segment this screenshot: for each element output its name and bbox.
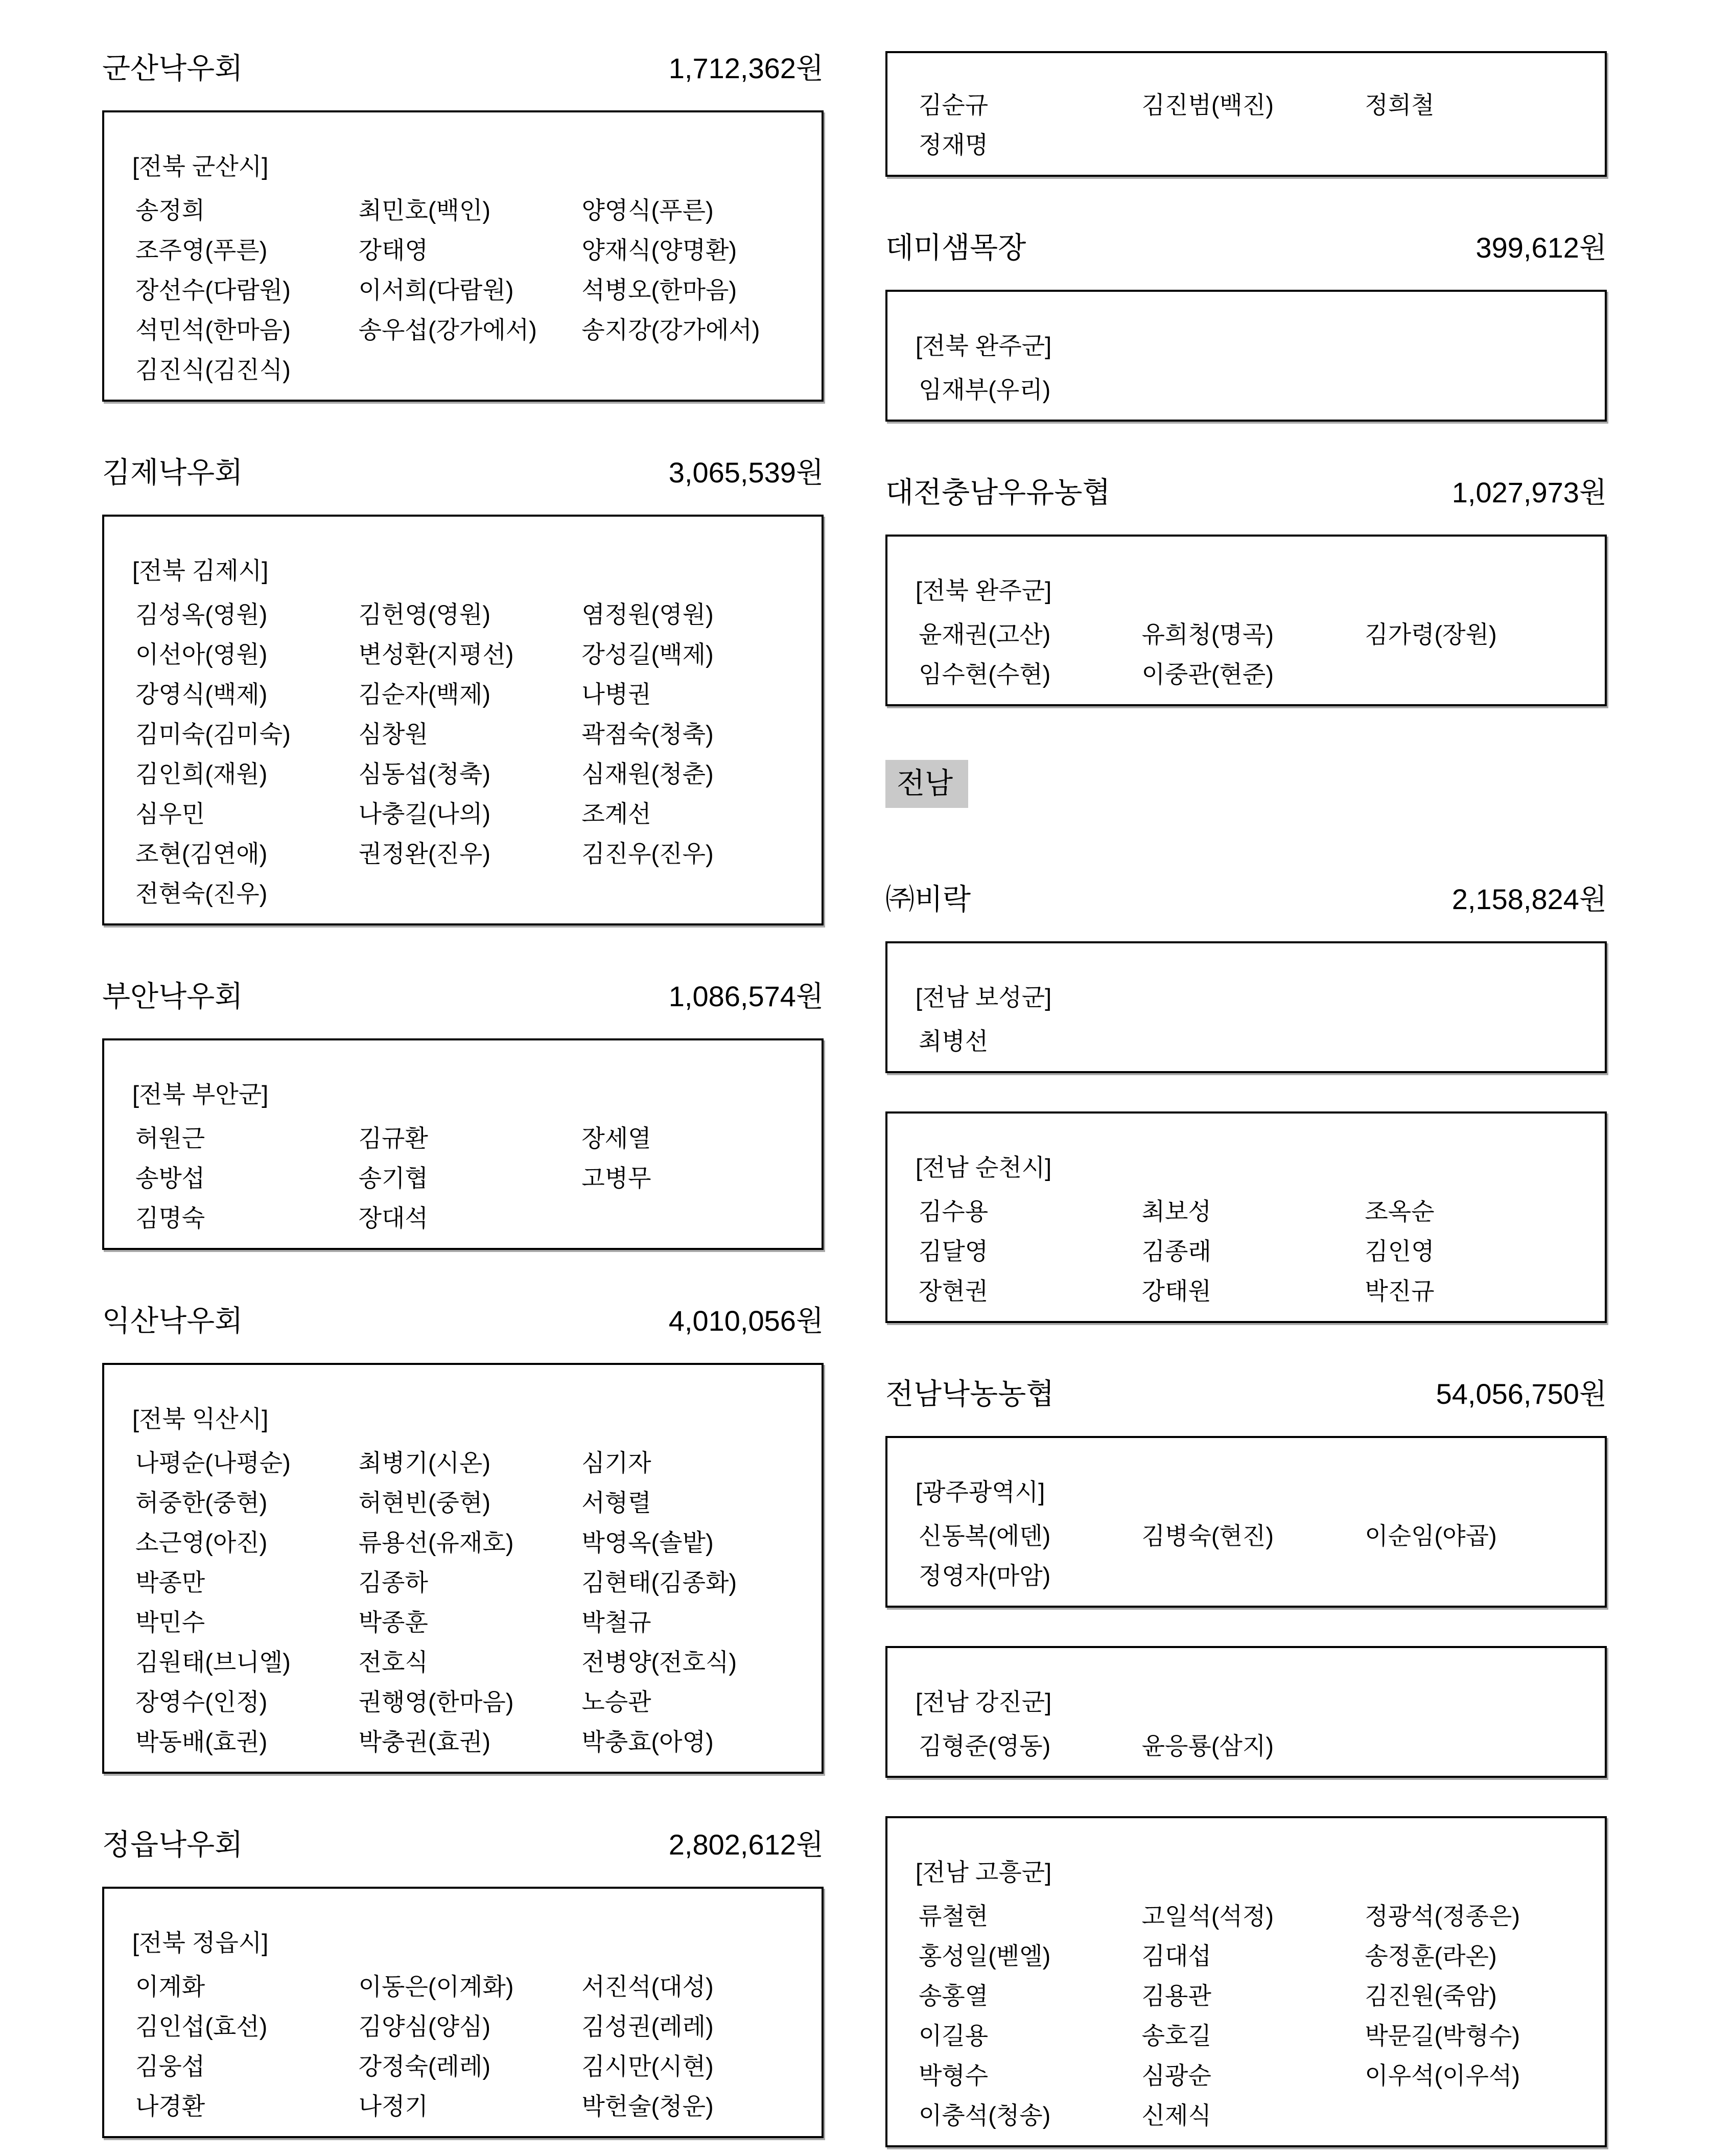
- organization-name: 김제낙우회: [102, 456, 243, 489]
- region-label: [전북 군산시]: [132, 153, 269, 180]
- donor-name: 이서희(다람원): [358, 276, 514, 304]
- donor-row: [132, 1975, 793, 1999]
- donor-name: 심동섭(청축): [358, 760, 490, 787]
- donor-name: 김진식(김진식): [135, 356, 291, 383]
- left-column: [102, 51, 824, 2138]
- organization-name: ㈜비락: [885, 883, 971, 916]
- donor-name: 정재명: [919, 131, 989, 158]
- donor-name: 신제식: [1141, 2102, 1211, 2129]
- donor-name: 박문길(박형수): [1365, 2022, 1520, 2049]
- donor-name: 이선아(영원): [135, 641, 268, 668]
- donor-rows: [916, 1734, 1577, 1758]
- section-header: [102, 455, 824, 490]
- region-label: [전북 익산시]: [132, 1405, 269, 1432]
- donor-name: 나충길(나의): [358, 800, 490, 827]
- donor-name: 박철규: [581, 1609, 651, 1636]
- region-label: [전북 완주군]: [916, 332, 1052, 359]
- donor-name: 김대섭: [1141, 1942, 1211, 1969]
- donor-box: [885, 51, 1607, 177]
- donor-name: 박헌술(청운): [581, 2093, 714, 2120]
- donor-name: 김원태(브니엘): [135, 1649, 291, 1676]
- donor-name: 김형준(영동): [919, 1732, 1051, 1759]
- donor-name: 김규환: [358, 1125, 428, 1152]
- donation-amount: 2,158,824원: [1451, 883, 1607, 915]
- donor-rows: [916, 1524, 1577, 1588]
- region-label: [전북 완주군]: [916, 577, 1052, 604]
- donor-name: 김미숙(김미숙): [135, 721, 291, 748]
- region-label: [전남 강진군]: [916, 1688, 1052, 1715]
- donor-name: 김종하: [358, 1569, 428, 1596]
- donor-name: 최보성: [1141, 1198, 1211, 1225]
- donor-rows: [916, 622, 1577, 687]
- donor-row: [132, 1166, 793, 1191]
- donor-rows: [916, 93, 1577, 157]
- donor-name: 이순임(야곱): [1365, 1522, 1497, 1549]
- organization-name: 대전충남우유농협: [885, 476, 1111, 509]
- donor-name: 정희철: [1365, 91, 1435, 119]
- donor-name: 송방섭: [135, 1165, 205, 1192]
- donor-name: 심창원: [358, 721, 428, 748]
- donor-row: [132, 842, 793, 866]
- donor-name: 노승관: [581, 1688, 651, 1715]
- donor-row: [132, 2094, 793, 2119]
- donor-row: [132, 602, 793, 627]
- donor-row: [916, 1984, 1577, 2008]
- section-header: [885, 230, 1607, 265]
- donor-name: 류철현: [919, 1903, 989, 1930]
- donor-row: [132, 198, 793, 223]
- donor-name: 장현권: [919, 1278, 989, 1305]
- donor-rows: [132, 602, 793, 906]
- donor-row: [132, 1610, 793, 1635]
- donor-box: [102, 1038, 824, 1250]
- donor-name: 송기협: [358, 1165, 428, 1192]
- donor-name: 임재부(우리): [919, 376, 1051, 403]
- donation-amount: 54,056,750원: [1436, 1378, 1607, 1410]
- donor-rows: [916, 1199, 1577, 1304]
- donor-name: 김인영: [1365, 1238, 1435, 1265]
- donor-name: 박동배(효권): [135, 1728, 268, 1755]
- donor-name: 장영수(인정): [135, 1688, 268, 1715]
- donor-name: 박종훈: [358, 1609, 428, 1636]
- donor-row: [132, 682, 793, 707]
- donor-name: 서진석(대성): [581, 1973, 714, 2000]
- donor-name: 김헌영(영원): [358, 601, 490, 628]
- donor-row: [132, 1451, 793, 1475]
- donor-rows: [132, 1975, 793, 2119]
- donor-name: 김종래: [1141, 1238, 1211, 1265]
- donor-name: 조주영(푸른): [135, 237, 268, 264]
- donor-name: 장선수(다람원): [135, 276, 291, 304]
- donor-name: 유희청(명곡): [1141, 621, 1274, 648]
- donor-name: 박충효(아영): [581, 1728, 714, 1755]
- donor-row: [916, 378, 1577, 402]
- donor-name: 권행영(한마음): [358, 1688, 514, 1715]
- donation-section: [102, 51, 824, 402]
- donor-name: 나정기: [358, 2093, 428, 2120]
- donor-box: [102, 515, 824, 925]
- donor-name: 양영식(푸른): [581, 197, 714, 224]
- donor-rows: [916, 1029, 1577, 1054]
- donor-row: [916, 1734, 1577, 1758]
- donor-name: 최병기(시온): [358, 1449, 490, 1476]
- donor-row: [916, 662, 1577, 687]
- donor-box: [102, 1363, 824, 1774]
- region-label: [전남 보성군]: [916, 984, 1052, 1011]
- region-label: [광주광역시]: [916, 1478, 1045, 1505]
- donor-name: 박형수: [919, 2062, 989, 2089]
- donor-name: 송우섭(강가에서): [358, 316, 537, 343]
- donor-name: 김양심(양심): [358, 2013, 490, 2040]
- organization-name: 데미샘목장: [885, 231, 1026, 264]
- donor-row: [132, 278, 793, 303]
- donor-rows: [132, 1126, 793, 1231]
- donor-box: [885, 941, 1607, 1073]
- donor-name: 임수현(수현): [919, 661, 1051, 688]
- donor-name: 박민수: [135, 1609, 205, 1636]
- donor-row: [132, 762, 793, 786]
- donor-name: 강정숙(레레): [358, 2053, 490, 2080]
- donor-box: [885, 1111, 1607, 1323]
- section-header: [102, 979, 824, 1014]
- donor-name: 석병오(한마음): [581, 276, 737, 304]
- donor-row: [916, 1279, 1577, 1304]
- donor-row: [132, 1570, 793, 1595]
- donor-row: [132, 1650, 793, 1675]
- donation-section: [885, 1377, 1607, 2147]
- donor-name: 허중한(중현): [135, 1489, 268, 1516]
- donor-name: 심광순: [1141, 2062, 1211, 2089]
- donation-section: [885, 882, 1607, 1323]
- donor-row: [132, 2014, 793, 2039]
- section-header: [885, 882, 1607, 917]
- donor-row: [132, 722, 793, 747]
- province-badge: 전남: [885, 760, 968, 808]
- donor-name: 양재식(양명환): [581, 237, 737, 264]
- organization-name: 부안낙우회: [102, 980, 243, 1013]
- donor-name: 나평순(나평순): [135, 1449, 291, 1476]
- donor-box: [885, 1436, 1607, 1608]
- donor-name: 김달영: [919, 1238, 989, 1265]
- donor-name: 이계화: [135, 1973, 205, 2000]
- donor-name: 석민석(한마음): [135, 316, 291, 343]
- organization-name: 군산낙우회: [102, 52, 243, 85]
- right-column: [885, 51, 1607, 2147]
- donor-name: 이우석(이우석): [1365, 2062, 1520, 2089]
- organization-name: 익산낙우회: [102, 1305, 243, 1337]
- donor-name: 권정완(진우): [358, 840, 490, 867]
- donation-amount: 1,027,973원: [1451, 476, 1607, 508]
- donor-rows: [916, 378, 1577, 402]
- donation-amount: 2,802,612원: [668, 1828, 824, 1861]
- donor-name: 김순규: [919, 91, 989, 119]
- donor-row: [916, 1524, 1577, 1548]
- region-label: [전남 고흥군]: [916, 1859, 1052, 1886]
- donor-name: 장세열: [581, 1125, 651, 1152]
- donor-name: 곽점숙(청축): [581, 721, 714, 748]
- region-label: [전남 순천시]: [916, 1154, 1052, 1181]
- donor-name: 김인섭(효선): [135, 2013, 268, 2040]
- donor-name: 박영옥(솔밭): [581, 1529, 714, 1556]
- donor-name: 강영식(백제): [135, 681, 268, 708]
- donor-row: [132, 1491, 793, 1515]
- donor-row: [916, 1239, 1577, 1264]
- donor-name: 김명숙: [135, 1204, 205, 1232]
- donor-name: 김웅섭: [135, 2053, 205, 2080]
- donor-name: 김용관: [1141, 1982, 1211, 2009]
- donor-row: [132, 642, 793, 667]
- region-label: [전북 김제시]: [132, 557, 269, 584]
- donor-name: 심우민: [135, 800, 205, 827]
- donor-row: [916, 1029, 1577, 1054]
- donor-name: 나병권: [581, 681, 651, 708]
- donor-name: 송정훈(라온): [1365, 1942, 1497, 1969]
- donor-row: [132, 2054, 793, 2079]
- donation-amount: 399,612원: [1475, 231, 1607, 264]
- donor-row: [132, 238, 793, 263]
- donor-row: [132, 1730, 793, 1754]
- donor-name: 송홍열: [919, 1982, 989, 2009]
- organization-name: 정읍낙우회: [102, 1828, 243, 1861]
- donor-box: [102, 1887, 824, 2138]
- donor-name: 김진범(백진): [1141, 91, 1274, 119]
- donor-row: [132, 318, 793, 342]
- donor-name: 이중관(현준): [1141, 661, 1274, 688]
- donation-section: [102, 1304, 824, 1774]
- donor-name: 김병숙(현진): [1141, 1522, 1274, 1549]
- donor-name: 이동은(이계화): [358, 1973, 514, 2000]
- donor-name: 김현태(김종화): [581, 1569, 737, 1596]
- section-header: [102, 51, 824, 86]
- region-label: [전북 정읍시]: [132, 1929, 269, 1956]
- donor-rows: [132, 1451, 793, 1754]
- donor-name: 정광석(정종은): [1365, 1903, 1520, 1930]
- donor-row: [132, 802, 793, 826]
- province-badge-wrap: [885, 760, 1607, 808]
- donation-amount: 3,065,539원: [668, 456, 824, 489]
- donation-amount: 4,010,056원: [668, 1305, 824, 1337]
- donor-name: 신동복(에덴): [919, 1522, 1051, 1549]
- donor-name: 박진규: [1365, 1278, 1435, 1305]
- donor-name: 전호식: [358, 1649, 428, 1676]
- section-header: [102, 1827, 824, 1862]
- donor-row: [132, 1126, 793, 1151]
- donor-name: 염정원(영원): [581, 601, 714, 628]
- donor-name: 김인희(재원): [135, 760, 268, 787]
- donor-name: 심기자: [581, 1449, 651, 1476]
- donor-row: [916, 1199, 1577, 1224]
- donor-name: 김순자(백제): [358, 681, 490, 708]
- donation-section: [102, 979, 824, 1250]
- donor-name: 김시만(시현): [581, 2053, 714, 2080]
- donor-name: 강태영: [358, 237, 428, 264]
- section-header: [885, 475, 1607, 510]
- donor-name: 송지강(강가에서): [581, 316, 760, 343]
- donor-name: 정영자(마암): [919, 1562, 1051, 1589]
- donor-name: 강성길(백제): [581, 641, 714, 668]
- section-header: [885, 1377, 1607, 1411]
- donor-name: 조옥순: [1365, 1198, 1435, 1225]
- donor-row: [132, 358, 793, 382]
- donor-name: 전현숙(진우): [135, 880, 268, 907]
- donation-section: [102, 1827, 824, 2138]
- donor-row: [916, 1904, 1577, 1929]
- donor-row: [916, 1944, 1577, 1968]
- donor-name: 서형렬: [581, 1489, 651, 1516]
- donation-amount: 1,086,574원: [668, 980, 824, 1012]
- donor-row: [916, 622, 1577, 647]
- donor-name: 허원근: [135, 1125, 205, 1152]
- donor-name: 장대석: [358, 1204, 428, 1232]
- donor-name: 김성권(레레): [581, 2013, 714, 2040]
- region-label: [전북 부안군]: [132, 1081, 269, 1108]
- donor-name: 홍성일(벧엘): [919, 1942, 1051, 1969]
- donor-name: 강태원: [1141, 1278, 1211, 1305]
- donor-row: [132, 882, 793, 906]
- donor-box: [885, 290, 1607, 422]
- donor-name: 전병양(전호식): [581, 1649, 737, 1676]
- donor-name: 김진원(죽암): [1365, 1982, 1497, 2009]
- section-header: [102, 1304, 824, 1338]
- donor-name: 허현빈(중현): [358, 1489, 490, 1516]
- donor-row: [916, 93, 1577, 118]
- donor-box: [102, 110, 824, 402]
- donor-box: [885, 1646, 1607, 1778]
- donor-name: 김진우(진우): [581, 840, 714, 867]
- donor-name: 소근영(아진): [135, 1529, 268, 1556]
- donor-name: 심재원(청춘): [581, 760, 714, 787]
- donor-name: 윤응룡(삼지): [1141, 1732, 1274, 1759]
- donor-name: 고병무: [581, 1165, 651, 1192]
- donor-name: 김가령(장원): [1365, 621, 1497, 648]
- donor-box: [885, 535, 1607, 706]
- donation-amount: 1,712,362원: [668, 52, 824, 84]
- donor-name: 김성옥(영원): [135, 601, 268, 628]
- donor-row: [916, 1564, 1577, 1588]
- donor-rows: [132, 198, 793, 382]
- donor-name: 박종만: [135, 1569, 205, 1596]
- donor-box: [885, 1816, 1607, 2147]
- donor-row: [132, 1531, 793, 1555]
- donor-row: [916, 133, 1577, 157]
- donor-row: [916, 2103, 1577, 2128]
- donor-name: 조현(김연애): [135, 840, 268, 867]
- organization-name: 전남낙농농협: [885, 1378, 1055, 1410]
- donor-name: 고일석(석정): [1141, 1903, 1274, 1930]
- donor-name: 박충권(효권): [358, 1728, 490, 1755]
- donor-name: 류용선(유재호): [358, 1529, 514, 1556]
- donor-name: 최병선: [919, 1028, 989, 1055]
- donor-name: 나경환: [135, 2093, 205, 2120]
- donor-name: 조계선: [581, 800, 651, 827]
- donor-name: 변성환(지평선): [358, 641, 514, 668]
- donor-name: 윤재권(고산): [919, 621, 1051, 648]
- donor-name: 최민호(백인): [358, 197, 490, 224]
- donation-section: [885, 230, 1607, 422]
- donor-name: 송정희: [135, 197, 205, 224]
- donation-section: [885, 475, 1607, 706]
- donor-name: 이충석(청송): [919, 2102, 1051, 2129]
- donor-row: [916, 2024, 1577, 2048]
- donor-name: 김수용: [919, 1198, 989, 1225]
- donor-row: [916, 2064, 1577, 2088]
- donor-row: [132, 1690, 793, 1714]
- donor-name: 이길용: [919, 2022, 989, 2049]
- donation-section: [102, 455, 824, 925]
- donor-name: 송호길: [1141, 2022, 1211, 2049]
- donor-row: [132, 1206, 793, 1231]
- donor-rows: [916, 1904, 1577, 2128]
